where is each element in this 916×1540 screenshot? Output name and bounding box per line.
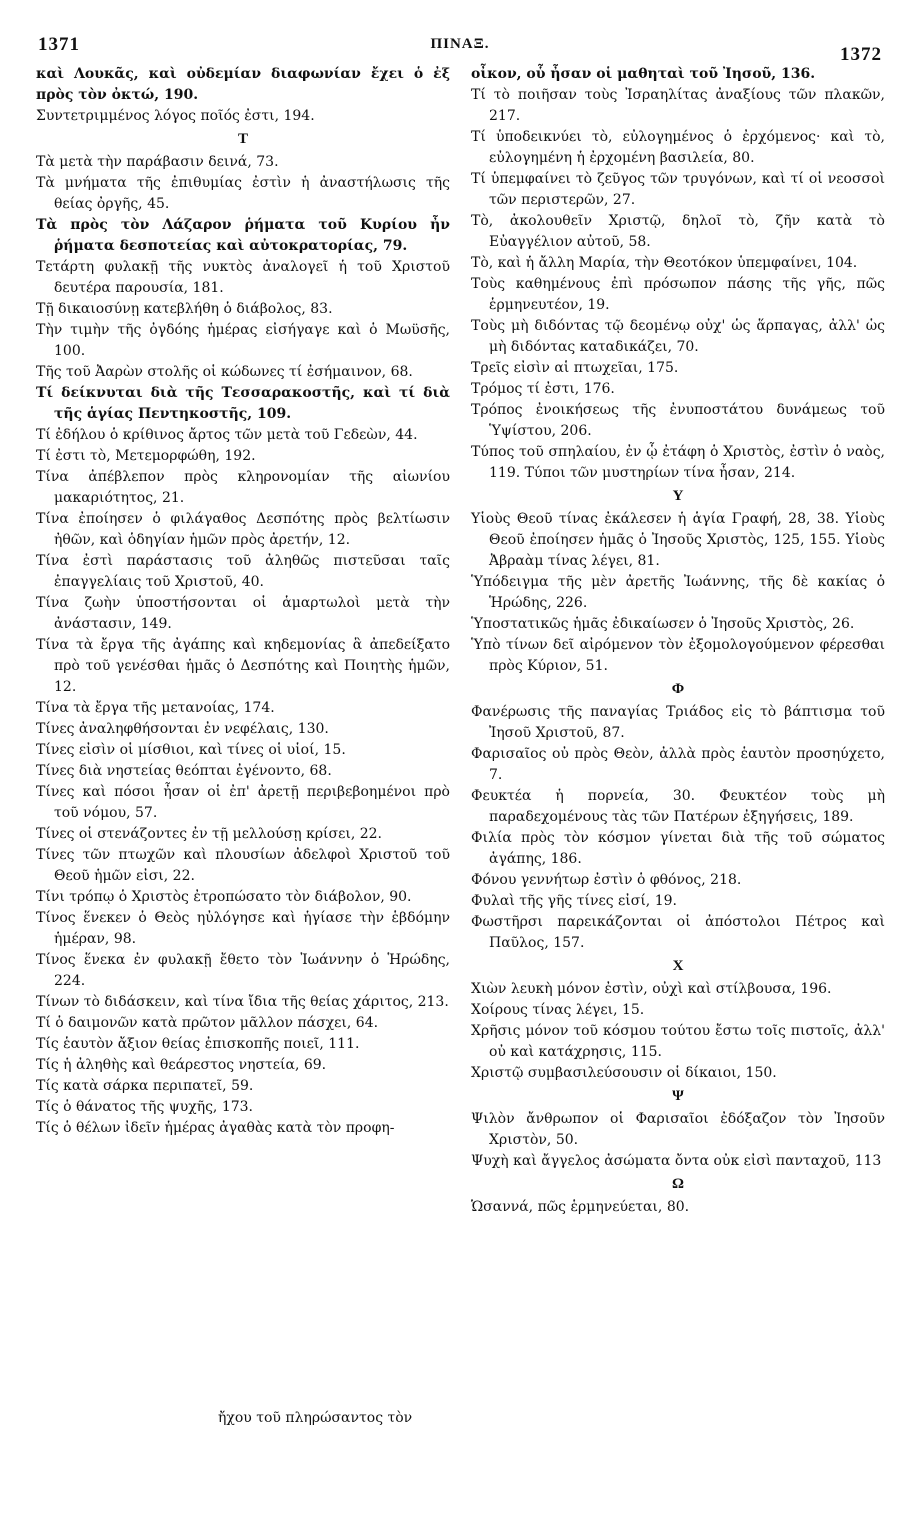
- index-entry: Ὡσαννά, πῶς ἑρμηνεύεται, 80.: [471, 1199, 690, 1215]
- index-entry: Χιὼν λευκὴ μόνον ἐστὶν, οὐχὶ καὶ στίλβουσα, 196.: [471, 981, 832, 997]
- index-entry: Υἱοὺς Θεοῦ τίνας ἐκάλεσεν ἡ ἁγία Γραφή, 28, 38. Υἱοὺς Θεοῦ ἐποίησεν ἡμᾶς ὁ Ἰησοῦς Χριστὸς, 125, 155. Υἱοὺς Ἀβραὰμ τίνας λέγει, 81.: [471, 511, 885, 569]
- index-entry: Τίνος ἕνεκα ἐν φυλακῇ ἔθετο τὸν Ἰωάννην ὁ Ἡρώδης, 224.: [36, 952, 450, 989]
- index-entry: Φόνου γεννήτωρ ἐστὶν ὁ φθόνος, 218.: [471, 872, 742, 888]
- index-entry: Τίνα τὰ ἔργα τῆς μετανοίας, 174.: [36, 700, 275, 716]
- index-entry: Τίνες καὶ πόσοι ἦσαν οἱ ἐπ' ἀρετῇ περιβεβοημένοι πρὸ τοῦ νόμου, 57.: [36, 784, 450, 821]
- index-entry: Τοὺς καθημένους ἐπὶ πρόσωπον πάσης τῆς γῆς, πῶς ἑρμηνευτέον, 19.: [471, 276, 885, 313]
- index-entry: Ὑπὸ τίνων δεῖ αἰρόμενον τὸν ἐξομολογούμενον φέρεσθαι πρὸς Κύριον, 51.: [471, 637, 885, 674]
- index-entry: Τίνι τρόπῳ ὁ Χριστὸς ἐτροπώσατο τὸν διάβολον, 90.: [36, 889, 412, 905]
- index-entry: Φωστῆρσι παρεικάζονται οἱ ἀπόστολοι Πέτρος καὶ Παῦλος, 157.: [471, 914, 885, 951]
- right-page-number: 1372: [840, 44, 882, 65]
- index-entry: Φαρισαῖος οὐ πρὸς Θεὸν, ἀλλὰ πρὸς ἑαυτὸν προσηύχετο, 7.: [471, 746, 885, 783]
- index-entry: Τρόπος ἐνοικήσεως τῆς ἐνυποστάτου δυνάμεως τοῦ Ὑψίστου, 206.: [471, 402, 885, 439]
- section-letter: Φ: [671, 681, 685, 697]
- index-entry: Τὸ, καὶ ἡ ἄλλη Μαρία, τὴν Θεοτόκον ὑπεμφαίνει, 104.: [471, 255, 858, 271]
- index-entry: Τίνα ἀπέβλεπον πρὸς κληρονομίαν τῆς αἰωνίου μακαριότητος, 21.: [36, 469, 450, 506]
- index-entry: Τί ὑποδεικνύει τὸ, εὐλογημένος ὁ ἐρχόμενος· καὶ τὸ, εὐλογημένη ἡ ἐρχομένη βασιλεία, 80.: [471, 129, 885, 166]
- index-entry: Φιλία πρὸς τὸν κόσμον γίνεται διὰ τῆς τοῦ σώματος ἀγάπης, 186.: [471, 830, 885, 867]
- index-entry: Τίνα τὰ ἔργα τῆς ἀγάπης καὶ κηδεμονίας ἃ ἀπεδείξατο πρὸ τοῦ γενέσθαι ἡμᾶς ὁ Δεσπότης καὶ Ποιητὴς ἡμῶν, 12.: [36, 637, 450, 695]
- index-entry: Τίς κατὰ σάρκα περιπατεῖ, 59.: [36, 1078, 254, 1094]
- index-entry: καὶ Λουκᾶς, καὶ οὐδεμίαν διαφωνίαν ἔχει ὁ ἐξ πρὸς τὸν ὀκτώ, 190.: [36, 66, 450, 103]
- index-entry: Χοίρους τίνας λέγει, 15.: [471, 1002, 645, 1018]
- section-letter: Υ: [672, 488, 684, 504]
- section-letter: Ω: [671, 1176, 684, 1192]
- index-entry: Τί ὑπεμφαίνει τὸ ζεῦγος τῶν τρυγόνων, καὶ τί οἱ νεοσσοὶ τῶν περιστερῶν, 27.: [471, 171, 885, 208]
- index-entry: Τρεῖς εἰσὶν αἱ πτωχεῖαι, 175.: [471, 360, 679, 376]
- index-entry: Τίς ὁ θέλων ἰδεῖν ἡμέρας ἀγαθὰς κατὰ τὸν προφη-: [36, 1120, 395, 1136]
- index-entry: Τί δείκνυται διὰ τῆς Τεσσαρακοστῆς, καὶ τί διὰ τῆς ἁγίας Πεντηκοστῆς, 109.: [36, 385, 450, 422]
- index-entry: Τοὺς μὴ διδόντας τῷ δεομένῳ οὐχ' ὡς ἅρπαγας, ἀλλ' ὡς μὴ διδόντας καταδικάζει, 70.: [471, 318, 885, 355]
- index-entry: Τί ἐστι τὸ, Μετεμορφώθη, 192.: [36, 448, 256, 464]
- index-entry: Τῇ δικαιοσύνῃ κατεβλήθη ὁ διάβολος, 83.: [36, 301, 333, 317]
- index-entry: Τίνες εἰσὶν οἱ μίσθιοι, καὶ τίνες οἱ υἱοί, 15.: [36, 742, 346, 758]
- index-entry: Τίνες διὰ νηστείας θεόπται ἐγένοντο, 68.: [36, 763, 332, 779]
- index-entry: Τρόμος τί ἐστι, 176.: [471, 381, 615, 397]
- index-entry: Τετάρτη φυλακῇ τῆς νυκτὸς ἀναλογεῖ ἡ τοῦ Χριστοῦ δευτέρα παρουσία, 181.: [36, 259, 450, 296]
- left-page-number: 1371: [38, 34, 80, 55]
- index-entry: Φυλαὶ τῆς γῆς τίνες εἰσί, 19.: [471, 893, 677, 909]
- index-entry: Τὴν τιμὴν τῆς ὀγδόης ἡμέρας εἰσήγαγε καὶ ὁ Μωϋσῆς, 100.: [36, 322, 450, 359]
- index-entry: Τίνα ζωὴν ὑποστήσονται οἱ ἁμαρτωλοὶ μετὰ τὴν ἀνάστασιν, 149.: [36, 595, 450, 632]
- index-entry: Φανέρωσις τῆς παναγίας Τριάδος εἰς τὸ βάπτισμα τοῦ Ἰησοῦ Χριστοῦ, 87.: [471, 704, 885, 741]
- index-entry: Τίνες οἱ στενάζοντες ἐν τῇ μελλούσῃ κρίσει, 22.: [36, 826, 383, 842]
- index-entry: Χρῆσις μόνον τοῦ κόσμου τούτου ἔστω τοῖς πιστοῖς, ἀλλ' οὐ καὶ κατάχρησις, 115.: [471, 1023, 885, 1060]
- index-entry: Τὰ μνήματα τῆς ἐπιθυμίας ἐστὶν ἡ ἀναστήλωσις τῆς θείας ὀργῆς, 45.: [36, 175, 450, 212]
- index-entry: Ψυχὴ καὶ ἄγγελος ἀσώματα ὄντα οὐκ εἰσὶ πανταχοῦ, 113: [471, 1153, 882, 1169]
- index-entry: Τί τὸ ποιῆσαν τοὺς Ἰσραηλίτας ἀναξίους τῶν πλακῶν, 217.: [471, 87, 885, 124]
- index-entry: Τὰ μετὰ τὴν παράβασιν δεινά, 73.: [36, 154, 279, 170]
- right-column: [471, 64, 885, 1218]
- index-entry: Τί ἐδήλου ὁ κρίθινος ἄρτος τῶν μετὰ τοῦ Γεδεὼν, 44.: [36, 427, 418, 443]
- page-title: ΠΙΝΑΞ.: [430, 36, 490, 52]
- index-entry: Τίνος ἕνεκεν ὁ Θεὸς ηὐλόγησε καὶ ἡγίασε τὴν ἑβδόμην ἡμέραν, 98.: [36, 910, 450, 947]
- index-entry: Τίς ἡ ἀληθὴς καὶ θεάρεστος νηστεία, 69.: [36, 1057, 327, 1073]
- section-letter: Ψ: [672, 1088, 684, 1104]
- index-entry: Ὑπόδειγμα τῆς μὲν ἀρετῆς Ἰωάννης, τῆς δὲ κακίας ὁ Ἡρώδης, 226.: [471, 574, 885, 611]
- index-entry: Τίς ὁ θάνατος τῆς ψυχῆς, 173.: [36, 1099, 254, 1115]
- index-entry: Τύπος τοῦ σπηλαίου, ἐν ᾧ ἐτάφη ὁ Χριστὸς, ἐστὶν ὁ ναὸς, 119. Τύποι τῶν μυστηρίων τίνα ἦσαν, 214.: [471, 444, 885, 481]
- page-header: [38, 30, 882, 65]
- index-entry: Ὑποστατικῶς ἡμᾶς ἐδικαίωσεν ὁ Ἰησοῦς Χριστὸς, 26.: [471, 616, 855, 632]
- index-entry: Ψιλὸν ἄνθρωπον οἱ Φαρισαῖοι ἐδόξαζον τὸν Ἰησοῦν Χριστὸν, 50.: [471, 1111, 885, 1148]
- index-entry: Τίνες ἀναληφθήσονται ἐν νεφέλαις, 130.: [36, 721, 329, 737]
- index-entry: Τῆς τοῦ Ἀαρὼν στολῆς οἱ κώδωνες τί ἐσήμαινον, 68.: [36, 364, 413, 380]
- index-entry: Τίνα ἐποίησεν ὁ φιλάγαθος Δεσπότης πρὸς βελτίωσιν ἠθῶν, καὶ ὁδηγίαν ἡμῶν πρὸς ἀρετήν, 12.: [36, 511, 450, 548]
- index-entry: Τίς ἑαυτὸν ἄξιον θείας ἐπισκοπῆς ποιεῖ, 111.: [36, 1036, 360, 1052]
- index-entry: Τίνα ἐστὶ παράστασις τοῦ ἀληθῶς πιστεῦσαι ταῖς ἐπαγγελίαις τοῦ Χριστοῦ, 40.: [36, 553, 450, 590]
- left-column-continuation: ἤχου τοῦ πληρώσαντος τὸν: [218, 1410, 413, 1426]
- section-letter: Τ: [237, 131, 248, 147]
- section-letter: Χ: [672, 958, 684, 974]
- index-entry: Τί ὁ δαιμονῶν κατὰ πρῶτον μᾶλλον πάσχει, 64.: [36, 1015, 379, 1031]
- index-entry: Φευκτέα ἡ πορνεία, 30. Φευκτέον τοὺς μὴ παραδεχομένους τὰς τῶν Πατέρων ἐξηγήσεις, 189.: [471, 788, 885, 825]
- index-entry: Συντετριμμένος λόγος ποῖός ἐστι, 194.: [36, 108, 315, 124]
- index-entry: Χριστῷ συμβασιλεύσουσιν οἱ δίκαιοι, 150.: [471, 1065, 777, 1081]
- index-entry: Τίνες τῶν πτωχῶν καὶ πλουσίων ἀδελφοὶ Χριστοῦ τοῦ Θεοῦ ἡμῶν εἰσι, 22.: [36, 847, 450, 884]
- index-entry: οἶκον, οὗ ἦσαν οἱ μαθηταὶ τοῦ Ἰησοῦ, 136.: [471, 66, 816, 82]
- left-column: [36, 64, 450, 1139]
- index-entry: Τὰ πρὸς τὸν Λάζαρον ῥήματα τοῦ Κυρίου ἦν ῥήματα δεσποτείας καὶ αὐτοκρατορίας, 79.: [36, 217, 450, 254]
- index-entry: Τὸ, ἀκολουθεῖν Χριστῷ, δηλοῖ τὸ, ζῆν κατὰ τὸ Εὐαγγέλιον αὐτοῦ, 58.: [471, 213, 885, 250]
- index-entry: Τίνων τὸ διδάσκειν, καὶ τίνα ἴδια τῆς θείας χάριτος, 213.: [36, 994, 449, 1010]
